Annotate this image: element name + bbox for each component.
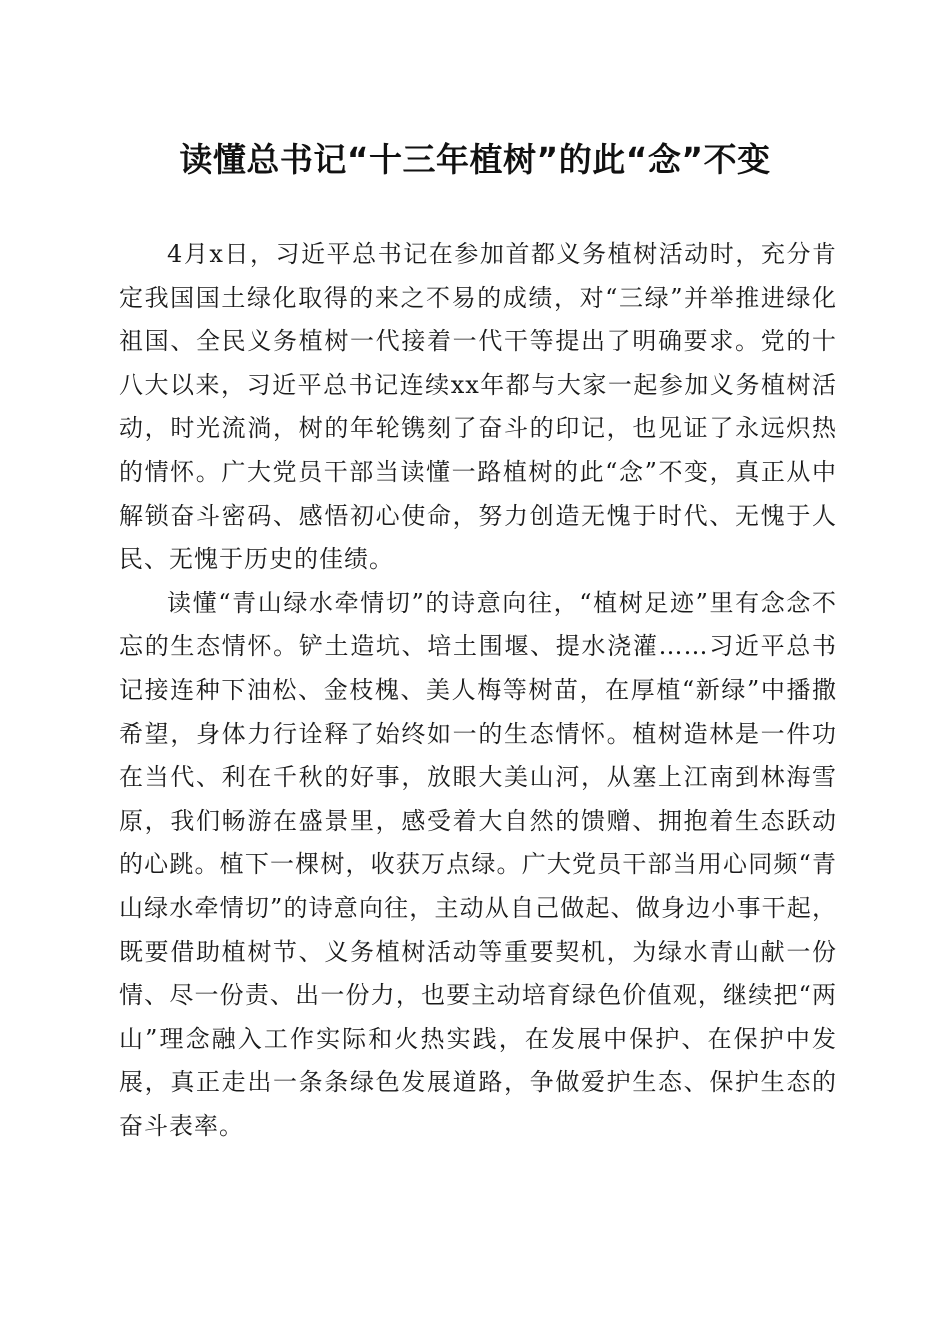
document-body <box>119 233 837 1148</box>
paragraph-2: 读懂“青山绿水牵情切”的诗意向往，“植树足迹”里有念念不忘的生态情怀。铲土造坑、培土围堰、提水浇灌……习近平总书记接连种下油松、金枝槐、美人梅等树苗，在厚植“新绿”中播撒希望，身体力行诠释了始终如一的生态情怀。植树造林是一件功在当代、利在千秋的好事，放眼大美山河，从塞上江南到林海雪原，我们畅游在盛景里，感受着大自然的馈赠、拥抱着生态跃动的心跳。植下一棵树，收获万点绿。广大党员干部当用心同频“青山绿水牵情切”的诗意向往，主动从自己做起、做身边小事干起，既要借助植树节、义务植树活动等重要契机，为绿水青山献一份情、尽一份责、出一份力，也要主动培育绿色价值观，继续把“两山”理念融入工作实际和火热实践，在发展中保护、在保护中发展，真正走出一条条绿色发展道路，争做爱护生态、保护生态的奋斗表率。 <box>119 588 837 1140</box>
document-title: 读懂总书记“十三年植树”的此“念”不变 <box>179 140 771 179</box>
paragraph-1: 4月x日，习近平总书记在参加首都义务植树活动时，充分肯定我国国土绿化取得的来之不易的成绩，对“三绿”并举推进绿化祖国、全民义务植树一代接着一代干等提出了明确要求。党的十八大以来，习近平总书记连续xx年都与大家一起参加义务植树活动，时光流淌，树的年轮镌刻了奋斗的印记，也见证了永远炽热的情怀。广大党员干部当读懂一路植树的此“念”不变，真正从中解锁奋斗密码、感悟初心使命，努力创造无愧于时代、无愧于人民、无愧于历史的佳绩。 <box>119 240 837 574</box>
